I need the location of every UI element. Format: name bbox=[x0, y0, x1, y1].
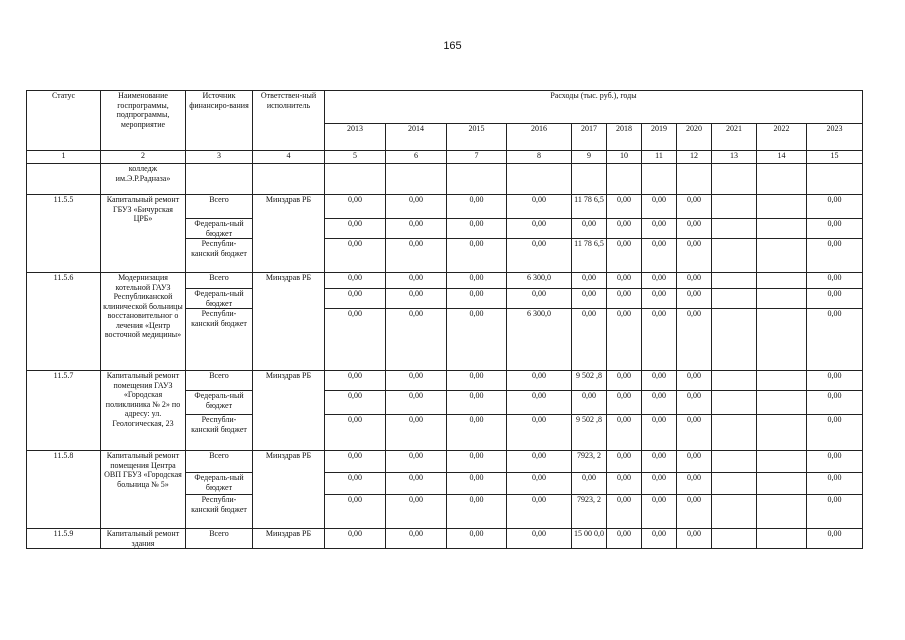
value-cell: 6 300,0 bbox=[507, 309, 572, 371]
year-2021: 2021 bbox=[712, 124, 757, 151]
col-number: 7 bbox=[447, 151, 507, 164]
col-number: 5 bbox=[325, 151, 386, 164]
value-cell: 0,00 bbox=[642, 273, 677, 289]
value-cell: 11 78 6,5 bbox=[572, 195, 607, 219]
status-cell: 11.5.5 bbox=[27, 195, 101, 273]
value-cell: 0,00 bbox=[325, 239, 386, 273]
value-cell: 0,00 bbox=[642, 239, 677, 273]
value-cell: 0,00 bbox=[642, 219, 677, 239]
value-cell bbox=[712, 219, 757, 239]
value-cell: 0,00 bbox=[607, 289, 642, 309]
executor-cell: Минздрав РБ bbox=[253, 529, 325, 549]
value-cell bbox=[712, 495, 757, 529]
year-2018: 2018 bbox=[607, 124, 642, 151]
value-cell: 0,00 bbox=[807, 239, 863, 273]
status-cell: 11.5.8 bbox=[27, 451, 101, 529]
value-cell: 0,00 bbox=[807, 289, 863, 309]
source-cell: Всего bbox=[186, 273, 253, 289]
source-cell: Всего bbox=[186, 371, 253, 391]
value-cell: 0,00 bbox=[325, 289, 386, 309]
value-cell bbox=[757, 289, 807, 309]
col-number: 1 bbox=[27, 151, 101, 164]
value-cell: 0,00 bbox=[447, 529, 507, 549]
value-cell: 0,00 bbox=[325, 371, 386, 391]
year-2020: 2020 bbox=[677, 124, 712, 151]
value-cell: 0,00 bbox=[325, 391, 386, 415]
source-cell: Федераль-ный бюджет bbox=[186, 391, 253, 415]
value-cell: 0,00 bbox=[807, 473, 863, 495]
value-cell: 0,00 bbox=[677, 473, 712, 495]
value-cell bbox=[712, 391, 757, 415]
value-cell: 0,00 bbox=[447, 195, 507, 219]
header-row bbox=[27, 91, 863, 124]
value-cell: 7923, 2 bbox=[572, 451, 607, 473]
year-2017: 2017 bbox=[572, 124, 607, 151]
col-number: 3 bbox=[186, 151, 253, 164]
value-cell: 0,00 bbox=[572, 391, 607, 415]
value-cell: 0,00 bbox=[607, 309, 642, 371]
continuation-name: колледж им.Э.Р.Радназа» bbox=[101, 164, 186, 195]
value-cell: 0,00 bbox=[677, 415, 712, 451]
value-cell: 0,00 bbox=[507, 289, 572, 309]
value-cell bbox=[712, 273, 757, 289]
header-executor: Ответствен-ный исполнитель bbox=[253, 91, 325, 151]
col-number: 6 bbox=[386, 151, 447, 164]
col-number: 13 bbox=[712, 151, 757, 164]
value-cell: 0,00 bbox=[507, 495, 572, 529]
year-2016: 2016 bbox=[507, 124, 572, 151]
value-cell: 0,00 bbox=[607, 415, 642, 451]
table-row bbox=[27, 529, 863, 549]
value-cell: 0,00 bbox=[325, 473, 386, 495]
value-cell: 0,00 bbox=[507, 371, 572, 391]
year-2022: 2022 bbox=[757, 124, 807, 151]
value-cell: 0,00 bbox=[447, 289, 507, 309]
value-cell: 0,00 bbox=[642, 451, 677, 473]
value-cell: 0,00 bbox=[607, 529, 642, 549]
value-cell: 0,00 bbox=[807, 495, 863, 529]
value-cell: 0,00 bbox=[807, 219, 863, 239]
name-cell: Капитальный ремонт помещения ГАУЗ «Городская поликлиника № 2» по адресу: ул. Геологическая, 23 bbox=[101, 371, 186, 451]
col-number: 9 bbox=[572, 151, 607, 164]
value-cell: 0,00 bbox=[507, 415, 572, 451]
name-cell: Капитальный ремонт здания bbox=[101, 529, 186, 549]
value-cell: 0,00 bbox=[386, 219, 447, 239]
value-cell bbox=[757, 219, 807, 239]
value-cell: 0,00 bbox=[642, 391, 677, 415]
value-cell: 0,00 bbox=[447, 473, 507, 495]
value-cell: 0,00 bbox=[325, 451, 386, 473]
value-cell: 0,00 bbox=[607, 391, 642, 415]
value-cell: 0,00 bbox=[607, 371, 642, 391]
value-cell: 0,00 bbox=[386, 273, 447, 289]
value-cell: 0,00 bbox=[507, 195, 572, 219]
col-number: 11 bbox=[642, 151, 677, 164]
value-cell bbox=[757, 309, 807, 371]
value-cell bbox=[757, 273, 807, 289]
value-cell: 0,00 bbox=[642, 371, 677, 391]
value-cell: 0,00 bbox=[507, 391, 572, 415]
value-cell: 0,00 bbox=[607, 219, 642, 239]
value-cell: 9 502 ,8 bbox=[572, 371, 607, 391]
continuation-row bbox=[27, 164, 863, 195]
value-cell: 0,00 bbox=[386, 289, 447, 309]
value-cell: 0,00 bbox=[386, 495, 447, 529]
value-cell: 0,00 bbox=[325, 529, 386, 549]
value-cell: 0,00 bbox=[447, 391, 507, 415]
value-cell bbox=[712, 371, 757, 391]
value-cell: 0,00 bbox=[677, 219, 712, 239]
value-cell: 0,00 bbox=[607, 451, 642, 473]
value-cell bbox=[757, 239, 807, 273]
value-cell: 6 300,0 bbox=[507, 273, 572, 289]
source-cell: Федераль-ный бюджет bbox=[186, 219, 253, 239]
value-cell bbox=[757, 451, 807, 473]
col-number: 15 bbox=[807, 151, 863, 164]
source-cell: Республи-канский бюджет bbox=[186, 495, 253, 529]
value-cell bbox=[757, 391, 807, 415]
value-cell: 0,00 bbox=[447, 415, 507, 451]
value-cell: 0,00 bbox=[572, 473, 607, 495]
value-cell: 0,00 bbox=[642, 473, 677, 495]
value-cell bbox=[712, 195, 757, 219]
value-cell: 0,00 bbox=[607, 239, 642, 273]
value-cell: 0,00 bbox=[386, 473, 447, 495]
col-number: 12 bbox=[677, 151, 712, 164]
value-cell bbox=[757, 529, 807, 549]
source-cell: Республи-канский бюджет bbox=[186, 415, 253, 451]
value-cell bbox=[712, 529, 757, 549]
col-number: 10 bbox=[607, 151, 642, 164]
value-cell bbox=[712, 415, 757, 451]
value-cell: 0,00 bbox=[386, 415, 447, 451]
value-cell: 0,00 bbox=[642, 529, 677, 549]
status-cell: 11.5.6 bbox=[27, 273, 101, 371]
header-expenses: Расходы (тыс. руб.), годы bbox=[325, 91, 863, 124]
value-cell: 0,00 bbox=[677, 371, 712, 391]
year-2015: 2015 bbox=[447, 124, 507, 151]
value-cell bbox=[757, 195, 807, 219]
value-cell: 0,00 bbox=[807, 451, 863, 473]
name-cell: Модернизация котельной ГАУЗ Республиканской клинической больницы восстановительног о лечения «Центр восточной медицины» bbox=[101, 273, 186, 371]
value-cell: 0,00 bbox=[447, 495, 507, 529]
executor-cell: Минздрав РБ bbox=[253, 371, 325, 451]
value-cell bbox=[757, 473, 807, 495]
value-cell: 0,00 bbox=[507, 451, 572, 473]
col-number: 2 bbox=[101, 151, 186, 164]
value-cell: 0,00 bbox=[507, 239, 572, 273]
value-cell: 0,00 bbox=[447, 239, 507, 273]
col-number: 14 bbox=[757, 151, 807, 164]
value-cell: 0,00 bbox=[447, 451, 507, 473]
value-cell: 0,00 bbox=[325, 273, 386, 289]
value-cell: 0,00 bbox=[677, 309, 712, 371]
value-cell: 0,00 bbox=[642, 195, 677, 219]
source-cell: Федераль-ный бюджет bbox=[186, 289, 253, 309]
header-status: Статус bbox=[27, 91, 101, 151]
value-cell: 0,00 bbox=[507, 473, 572, 495]
table-row bbox=[27, 451, 863, 473]
col-number: 8 bbox=[507, 151, 572, 164]
value-cell: 0,00 bbox=[572, 273, 607, 289]
value-cell bbox=[757, 495, 807, 529]
value-cell: 0,00 bbox=[325, 309, 386, 371]
value-cell: 0,00 bbox=[677, 495, 712, 529]
year-2019: 2019 bbox=[642, 124, 677, 151]
source-cell: Республи-канский бюджет bbox=[186, 309, 253, 371]
value-cell bbox=[757, 371, 807, 391]
source-cell: Республи-канский бюджет bbox=[186, 239, 253, 273]
value-cell: 0,00 bbox=[507, 219, 572, 239]
value-cell: 0,00 bbox=[607, 473, 642, 495]
value-cell bbox=[712, 473, 757, 495]
value-cell: 0,00 bbox=[447, 309, 507, 371]
value-cell: 0,00 bbox=[642, 415, 677, 451]
value-cell bbox=[712, 309, 757, 371]
name-cell: Капитальный ремонт ГБУЗ «Бичурская ЦРБ» bbox=[101, 195, 186, 273]
source-cell: Всего bbox=[186, 529, 253, 549]
value-cell: 15 00 0,0 bbox=[572, 529, 607, 549]
value-cell: 7923, 2 bbox=[572, 495, 607, 529]
value-cell bbox=[712, 451, 757, 473]
value-cell: 0,00 bbox=[807, 529, 863, 549]
value-cell: 0,00 bbox=[507, 529, 572, 549]
table-row bbox=[27, 371, 863, 391]
value-cell: 0,00 bbox=[572, 289, 607, 309]
value-cell: 0,00 bbox=[386, 239, 447, 273]
value-cell: 0,00 bbox=[807, 273, 863, 289]
value-cell: 0,00 bbox=[447, 273, 507, 289]
budget-table bbox=[26, 90, 863, 549]
value-cell: 0,00 bbox=[677, 239, 712, 273]
value-cell: 0,00 bbox=[642, 309, 677, 371]
value-cell: 0,00 bbox=[447, 371, 507, 391]
year-2014: 2014 bbox=[386, 124, 447, 151]
value-cell: 11 78 6,5 bbox=[572, 239, 607, 273]
value-cell: 9 502 ,8 bbox=[572, 415, 607, 451]
table-row bbox=[27, 273, 863, 289]
value-cell: 0,00 bbox=[642, 495, 677, 529]
header-source: Источник финансиро-вания bbox=[186, 91, 253, 151]
value-cell: 0,00 bbox=[677, 289, 712, 309]
value-cell: 0,00 bbox=[677, 195, 712, 219]
status-cell: 11.5.9 bbox=[27, 529, 101, 549]
value-cell: 0,00 bbox=[642, 289, 677, 309]
value-cell: 0,00 bbox=[677, 273, 712, 289]
header-name: Наименование госпрограммы, подпрограммы, мероприятие bbox=[101, 91, 186, 151]
value-cell: 0,00 bbox=[607, 195, 642, 219]
value-cell: 0,00 bbox=[386, 391, 447, 415]
status-cell: 11.5.7 bbox=[27, 371, 101, 451]
value-cell: 0,00 bbox=[325, 415, 386, 451]
value-cell: 0,00 bbox=[325, 219, 386, 239]
column-number-row bbox=[27, 151, 863, 164]
value-cell: 0,00 bbox=[677, 529, 712, 549]
name-cell: Капитальный ремонт помещения Центра ОВП ГБУЗ «Городская больница № 5» bbox=[101, 451, 186, 529]
value-cell: 0,00 bbox=[572, 219, 607, 239]
value-cell bbox=[757, 415, 807, 451]
value-cell: 0,00 bbox=[607, 273, 642, 289]
value-cell: 0,00 bbox=[677, 451, 712, 473]
year-2013: 2013 bbox=[325, 124, 386, 151]
executor-cell: Минздрав РБ bbox=[253, 195, 325, 273]
value-cell: 0,00 bbox=[386, 451, 447, 473]
table-body bbox=[27, 164, 863, 549]
value-cell: 0,00 bbox=[325, 195, 386, 219]
value-cell: 0,00 bbox=[447, 219, 507, 239]
value-cell: 0,00 bbox=[386, 309, 447, 371]
year-2023: 2023 bbox=[807, 124, 863, 151]
col-number: 4 bbox=[253, 151, 325, 164]
value-cell: 0,00 bbox=[807, 391, 863, 415]
value-cell: 0,00 bbox=[572, 309, 607, 371]
executor-cell: Минздрав РБ bbox=[253, 451, 325, 529]
value-cell: 0,00 bbox=[325, 495, 386, 529]
value-cell: 0,00 bbox=[386, 529, 447, 549]
value-cell: 0,00 bbox=[807, 195, 863, 219]
value-cell: 0,00 bbox=[607, 495, 642, 529]
executor-cell: Минздрав РБ bbox=[253, 273, 325, 371]
value-cell: 0,00 bbox=[386, 195, 447, 219]
value-cell: 0,00 bbox=[386, 371, 447, 391]
value-cell: 0,00 bbox=[677, 391, 712, 415]
source-cell: Федераль-ный бюджет bbox=[186, 473, 253, 495]
source-cell: Всего bbox=[186, 451, 253, 473]
value-cell: 0,00 bbox=[807, 309, 863, 371]
page-number: 165 bbox=[443, 40, 462, 52]
value-cell: 0,00 bbox=[807, 371, 863, 391]
value-cell bbox=[712, 239, 757, 273]
table-row bbox=[27, 195, 863, 219]
value-cell: 0,00 bbox=[807, 415, 863, 451]
source-cell: Всего bbox=[186, 195, 253, 219]
value-cell bbox=[712, 289, 757, 309]
